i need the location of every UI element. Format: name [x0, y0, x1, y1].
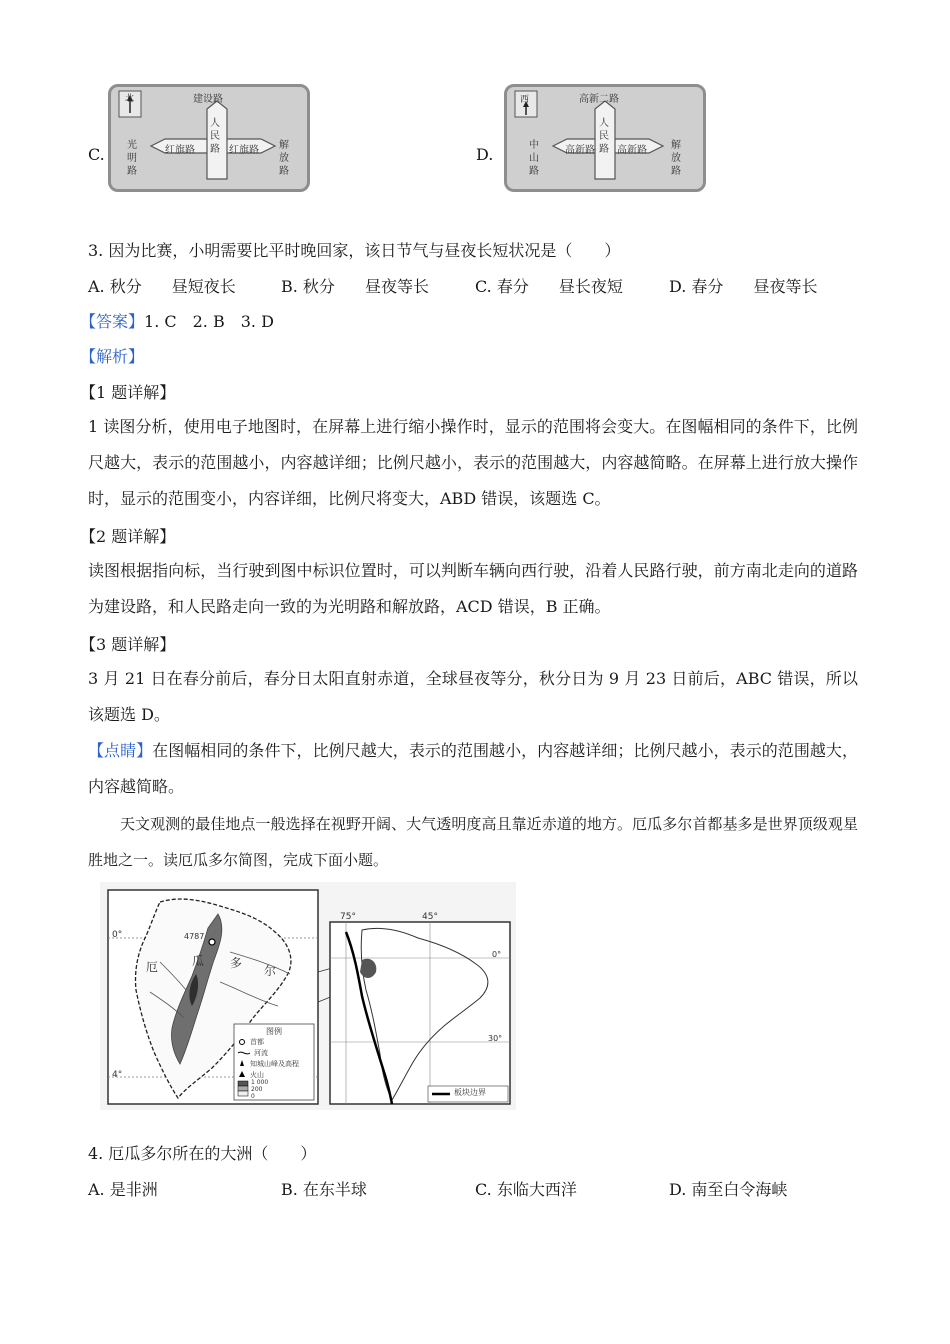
- option-d-far-right-road: 解放路: [671, 140, 681, 177]
- lat-0-label: 0°: [112, 930, 123, 940]
- q3-option-a: [88, 276, 236, 298]
- ecuador-figure: [100, 882, 516, 1110]
- legend-item-capital: 首都: [250, 1038, 264, 1046]
- option-c-right-road: 红旗路: [229, 145, 259, 156]
- option-c-far-left-road: 光明路: [127, 140, 137, 177]
- q4-option-d: D. 南至白令海峡: [669, 1180, 788, 1199]
- option-c-compass-label: 北: [125, 94, 135, 104]
- question-4-stem: 4. 厄瓜多尔所在的大洲（ ）: [88, 1144, 317, 1163]
- country-char-4: 尔: [264, 964, 277, 978]
- answer-label: 【答案】: [80, 312, 145, 331]
- detail-2-heading: 【2 题详解】: [80, 527, 176, 546]
- detail-2-body: 读图根据指向标，当行驶到图中标识位置时，可以判断车辆向西行驶，沿着人民路行驶，前方南北走向的道路为建设路，和人民路走向一致的为光明路和解放路，ACD 错误，B 正确。: [88, 561, 858, 616]
- option-d-compass-label: 西: [520, 95, 530, 105]
- ecuador-map-svg: [100, 882, 516, 1110]
- option-c-center-road: 人民路: [210, 118, 220, 155]
- option-d-top-road: 高新二路: [579, 94, 619, 105]
- analysis-label: 【解析】: [80, 347, 145, 366]
- legend-item-river: 河流: [254, 1049, 268, 1057]
- q4-option-a: A. 是非洲: [88, 1180, 158, 1199]
- option-d-label: D.: [476, 145, 494, 164]
- q3-option-c-text: 昼长夜短: [558, 277, 623, 296]
- country-char-1: 厄: [146, 960, 159, 974]
- q3-option-d: [669, 276, 817, 298]
- q3-option-b-letter: B. 秋分: [281, 277, 335, 296]
- legend-elev-mid: 200: [251, 1086, 263, 1093]
- comment-block: [88, 733, 858, 805]
- plate-boundary-label: 板块边界: [454, 1088, 486, 1097]
- q3-option-d-letter: D. 春分: [669, 277, 724, 296]
- comment-label: 【点睛】: [88, 741, 153, 760]
- detail-3-heading: 【3 题详解】: [80, 635, 176, 654]
- legend-elev-low: 0: [251, 1093, 255, 1100]
- q3-option-b: [281, 276, 429, 298]
- country-char-3: 多: [230, 956, 243, 970]
- q3-option-d-text: 昼夜等长: [753, 277, 818, 296]
- option-c-label: C.: [88, 145, 105, 164]
- option-d-left-road: 高新路: [565, 145, 595, 156]
- option-c-left-road: 红旗路: [165, 145, 195, 156]
- option-d-far-left-road: 中山路: [529, 140, 539, 177]
- q4-option-b: B. 在东半球: [281, 1180, 367, 1199]
- peak-elevation-label: 4787: [184, 932, 205, 941]
- legend-title: 图例: [266, 1027, 282, 1036]
- q3-option-b-text: 昼夜等长: [364, 277, 429, 296]
- answer-line: [80, 311, 274, 333]
- legend-item-peak: 知城山峰及高程: [250, 1060, 299, 1068]
- detail-3-body: 3 月 21 日在春分前后，春分日太阳直射赤道，全球昼夜等分，秋分日为 9 月 23 日前后，ABC 错误，所以该题选 D。: [88, 669, 858, 724]
- reading-intro: 天文观测的最佳地点一般选择在视野开阔、大气透明度高且靠近赤道的地方。厄瓜多尔首都基多是世界顶级观星胜地之一。读厄瓜多尔简图，完成下面小题。: [88, 815, 858, 869]
- option-d-right-road: 高新路: [617, 145, 647, 156]
- option-c-top-road: 建设路: [193, 94, 223, 105]
- lat-30-label: 30°: [488, 1034, 503, 1043]
- lat-0-right-label: 0°: [492, 950, 502, 959]
- q3-option-a-letter: A. 秋分: [88, 277, 142, 296]
- lon-45-label: 45°: [422, 912, 438, 922]
- option-c-far-right-road: 解放路: [279, 140, 289, 177]
- option-d-map: [504, 84, 706, 192]
- country-char-2: 瓜: [192, 954, 205, 968]
- detail-1-heading: 【1 题详解】: [80, 383, 176, 402]
- lat-4-label: 4°: [112, 1070, 123, 1080]
- comment-body: 在图幅相同的条件下，比例尺越大，表示的范围越小，内容越详细；比例尺越小，表示的范围越大，内容越简略。: [88, 741, 858, 796]
- legend-item-volcano: 火山: [250, 1071, 264, 1079]
- q3-option-a-text: 昼短夜长: [171, 277, 236, 296]
- detail-1-body: 1 读图分析，使用电子地图时，在屏幕上进行缩小操作时，显示的范围将会变大。在图幅相同的条件下，比例尺越大，表示的范围越小，内容越详细；比例尺越小，表示的范围越大，内容越简略。在屏幕上进行放大操作时，显示的范围变小，内容详细，比例尺将变大，ABD 错误，该题选 C。: [88, 417, 858, 508]
- legend-elev-high: 1 000: [251, 1079, 269, 1086]
- q3-option-c-letter: C. 春分: [475, 277, 529, 296]
- q3-option-c: [475, 276, 623, 298]
- q4-option-c: C. 东临大西洋: [475, 1180, 577, 1199]
- lon-75-label: 75°: [340, 912, 356, 922]
- option-c-map: [108, 84, 310, 192]
- option-d-center-road: 人民路: [599, 118, 609, 155]
- question-3-stem: 3. 因为比赛，小明需要比平时晚回家，该日节气与昼夜长短状况是（ ）: [88, 241, 621, 260]
- answer-text: 1. C 2. B 3. D: [144, 312, 274, 331]
